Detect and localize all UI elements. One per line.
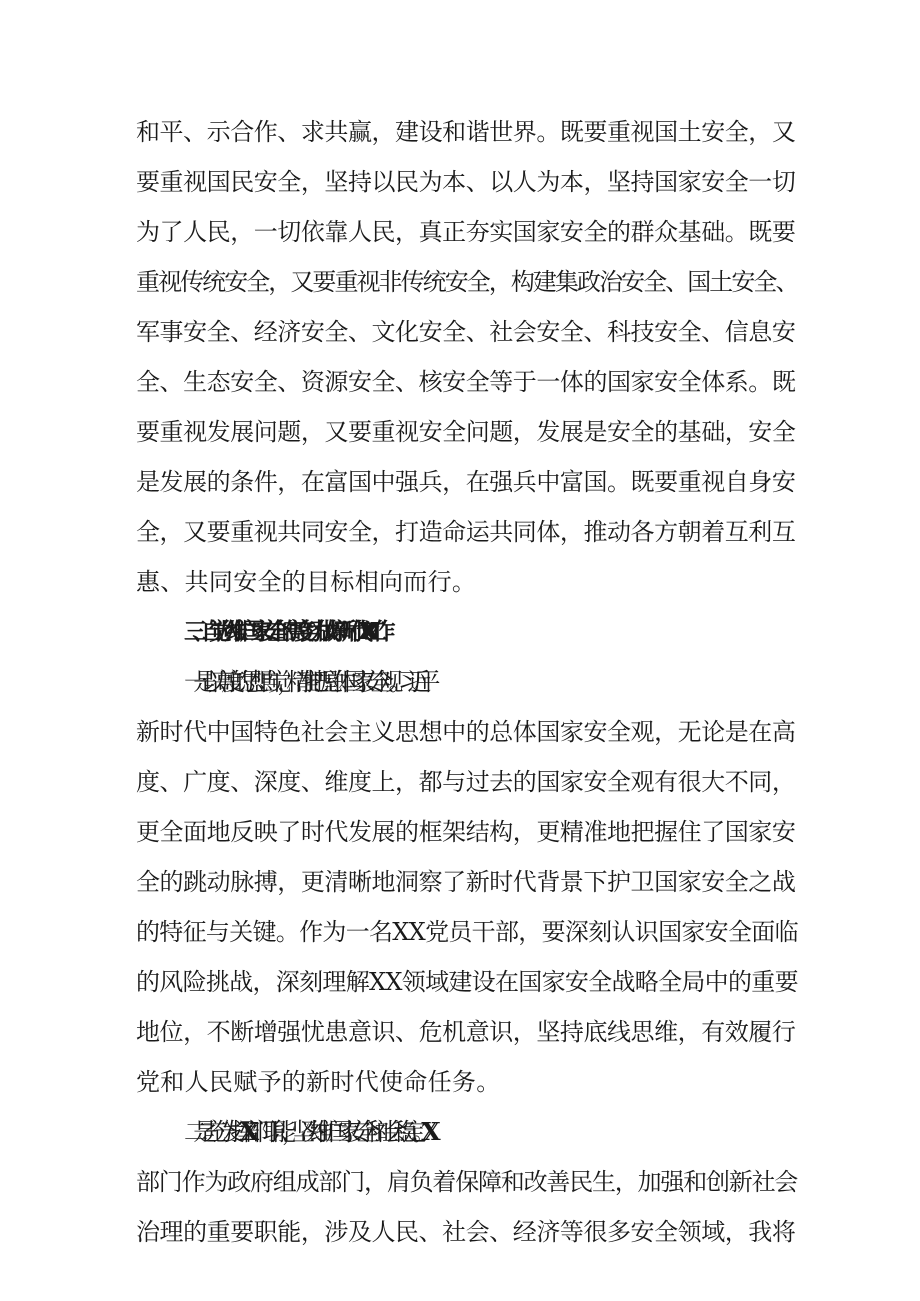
paragraph-line: 全、生态安全、资源安全、核安全等于一体的国家安全体系。既 [136, 368, 796, 396]
paragraph-line: 军事安全、经济安全、文化安全、社会安全、科技安全、信息安 [136, 318, 796, 346]
paragraph-line: 一是以高度的思想自觉，精准把握总体国家安全观。习近平 [184, 668, 426, 696]
paragraph-line: 和平、示合作、求共赢，建设和谐世界。既要重视国土安全，又 [136, 118, 796, 146]
paragraph-line: 的特征与关键。作为一名XX党员干部，要深刻认识国家安全面临 [136, 918, 798, 946]
paragraph-line: 全，又要重视共同安全，打造命运共同体，推动各方朝着互利互 [136, 518, 796, 546]
paragraph-line: 二是充分发挥XX部门职能，坚决维护国家安全和社会稳定。XX [184, 1118, 427, 1146]
paragraph-line: 的风险挑战，深刻理解XX领域建设在国家安全战略全局中的重要 [136, 968, 798, 996]
paragraph-line: 要重视国民安全，坚持以民为本、以人为本，坚持国家安全一切 [136, 168, 796, 196]
paragraph-line: 治理的重要职能，涉及人民、社会、经济等很多安全领域，我将 [136, 1218, 796, 1246]
paragraph-line: 新时代中国特色社会主义思想中的总体国家安全观，无论是在高 [136, 718, 796, 746]
paragraph-line: 要重视发展问题，又要重视安全问题，发展是安全的基础，安全 [136, 418, 796, 446]
paragraph-line: 党和人民赋予的新时代使命任务。 [136, 1068, 501, 1096]
section-heading: 三、自觉从维护国家安全的高度努力做好新时代XX工作 [184, 619, 381, 645]
paragraph-line: 全的跳动脉搏，更清晰地洞察了新时代背景下护卫国家安全之战 [136, 868, 796, 896]
paragraph-line: 惠、共同安全的目标相向而行。 [136, 568, 477, 596]
paragraph-line: 重视传统安全，又要重视非传统安全，构建集政治安全、国土安全、 [136, 268, 798, 296]
paragraph-line: 地位，不断增强忧患意识、危机意识，坚持底线思维，有效履行 [136, 1018, 796, 1046]
paragraph-line: 更全面地反映了时代发展的框架结构，更精准地把握住了国家安 [136, 818, 796, 846]
paragraph-line: 部门作为政府组成部门，肩负着保障和改善民生，加强和创新社会 [136, 1168, 798, 1196]
paragraph-line: 是发展的条件，在富国中强兵，在强兵中富国。既要重视自身安 [136, 468, 796, 496]
paragraph-line: 度、广度、深度、维度上，都与过去的国家安全观有很大不同， [136, 768, 796, 796]
paragraph-line: 为了人民，一切依靠人民，真正夯实国家安全的群众基础。既要 [136, 218, 796, 246]
